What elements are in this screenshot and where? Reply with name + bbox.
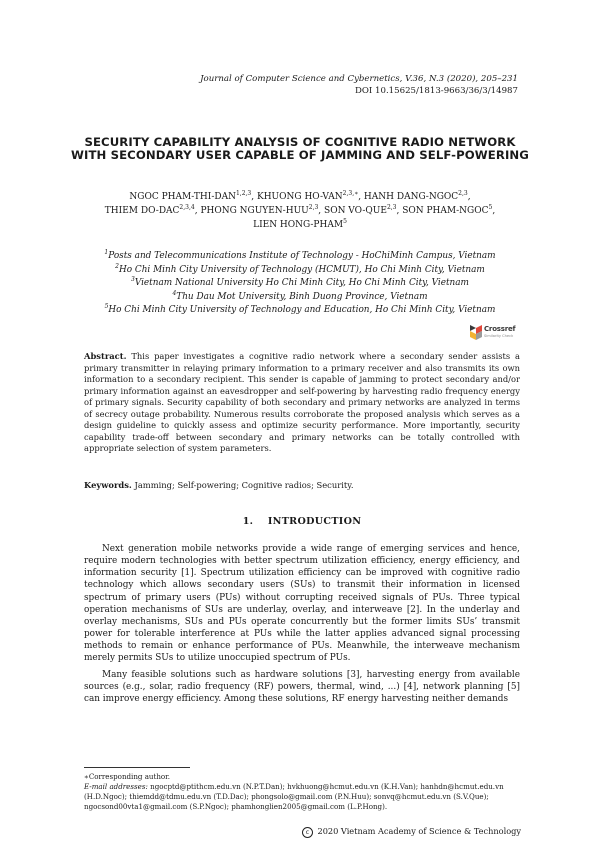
affiliation bbox=[70, 264, 530, 278]
author-affiliation-mark: 2,3,∗ bbox=[342, 190, 359, 197]
abstract-label: Abstract. bbox=[84, 351, 127, 361]
crossref-name: Crossref bbox=[484, 325, 516, 333]
author-affiliation-mark: 1,2,3 bbox=[235, 190, 252, 197]
affiliation-number: 4 bbox=[172, 289, 177, 297]
affiliation-number: 1 bbox=[104, 249, 109, 256]
affiliation-list bbox=[70, 250, 530, 318]
author-separator: , bbox=[251, 192, 257, 202]
author-affiliation-mark: 5 bbox=[343, 218, 347, 225]
author-separator: , bbox=[358, 192, 364, 202]
introduction-body bbox=[84, 543, 520, 705]
affiliation bbox=[70, 277, 530, 291]
author-name: THIEM DO-DAC bbox=[104, 206, 180, 216]
copyright-text: 2020 Vietnam Academy of Science & Technology bbox=[317, 826, 521, 836]
crossref-logo-icon bbox=[469, 323, 483, 341]
journal-citation: Journal of Computer Science and Cybernetics, V.36, N.3 (2020), 205–231 bbox=[200, 74, 518, 84]
author-affiliation-mark: 5 bbox=[488, 204, 493, 211]
paragraph: Many feasible solutions such as hardware solutions [3], harvesting energy from available sources (e.g., solar, radio frequency (RF) powers, thermal, wind, ...) [4], network planning [5] can improve energy efficiency. Among these solutions, RF energy harvesting neither demands bbox=[84, 669, 520, 704]
affiliation bbox=[70, 291, 530, 305]
crossref-subtitle: Similarity Check bbox=[484, 334, 514, 338]
affiliation-number: 3 bbox=[131, 276, 135, 284]
affiliation bbox=[70, 250, 530, 264]
footnotes bbox=[84, 772, 522, 812]
author-name: PHONG NGUYEN-HUU bbox=[200, 206, 309, 216]
author-name: KHUONG HO-VAN bbox=[256, 192, 343, 202]
author-name: SON PHAM-NGOC bbox=[402, 206, 489, 216]
affiliation-text: Ho Chi Minh City University of Technology and Education, Ho Chi Minh City, Vietnam bbox=[108, 305, 496, 316]
copyright-symbol: c bbox=[302, 827, 313, 838]
affiliation-text: Thu Dau Mot University, Binh Duong Province, Vietnam bbox=[176, 291, 428, 302]
abstract-text: This paper investigates a cognitive radio network where a secondary sender assists a primary transmitter in relaying primary information to a primary receiver and also transmits its own information to a secondary recipient. This sender is capable of jamming to protect secondary and/or primary information against an eavesdropper and self-powering by harvesting radio frequency energy of primary signals. Security capability of both secondary and primary networks are analyzed in terms of secrecy outage probability. Numerous results corroborate the proposed analysis which serves as a design guideline to quickly assess and optimize security performance. More importantly, security capability trade-off between secondary and primary networks can be totally controlled with appropriate selection of system parameters. bbox=[84, 351, 520, 453]
author-name: SON VO-QUE bbox=[324, 206, 387, 216]
corresponding-author-note: ∗Corresponding author. bbox=[84, 772, 171, 781]
email-label: E-mail addresses: bbox=[84, 782, 148, 791]
author-separator: , bbox=[194, 206, 201, 216]
affiliation-number: 2 bbox=[115, 262, 119, 270]
crossref-badge[interactable] bbox=[469, 323, 521, 345]
section-number: 1. bbox=[242, 516, 254, 527]
keywords bbox=[84, 480, 520, 492]
author-name: LIEN HONG-PHAM bbox=[253, 220, 344, 230]
affiliation-text: Ho Chi Minh City University of Technology (HCMUT), Ho Chi Minh City, Vietnam bbox=[119, 264, 485, 275]
author-affiliation-mark: 2,3,4 bbox=[179, 204, 195, 211]
keywords-label: Keywords. bbox=[84, 480, 132, 490]
paper-title: SECURITY CAPABILITY ANALYSIS OF COGNITIVE RADIO NETWORK WITH SECONDARY USER CAPABLE OF JAMMING AND SELF-POWERING bbox=[71, 135, 529, 162]
affiliation-number: 5 bbox=[104, 303, 109, 311]
author-name: NGOC PHAM-THI-DAN bbox=[129, 192, 236, 202]
author-separator: , bbox=[467, 192, 471, 202]
author-affiliation-mark: 2,3 bbox=[458, 190, 468, 197]
author-name: HANH DANG-NGOC bbox=[363, 192, 459, 202]
keywords-text: Jamming; Self-powering; Cognitive radios; Security. bbox=[134, 480, 354, 490]
abstract bbox=[84, 351, 520, 455]
copyright-line bbox=[302, 826, 521, 838]
author-separator: , bbox=[318, 206, 325, 216]
affiliation-text: Vietnam National University Ho Chi Minh City, Ho Chi Minh City, Vietnam bbox=[134, 278, 469, 289]
author-affiliation-mark: 2,3 bbox=[386, 204, 397, 211]
affiliation-text: Posts and Telecommunications Institute of Technology - HoChiMinh Campus, Vietnam bbox=[108, 251, 496, 261]
section-title-text: INTRODUCTION bbox=[267, 516, 362, 527]
author-separator: , bbox=[492, 206, 496, 216]
doi-line: DOI 10.15625/1813-9663/36/3/14987 bbox=[354, 86, 518, 96]
affiliation bbox=[70, 304, 530, 318]
author-list bbox=[70, 190, 530, 232]
section-heading bbox=[84, 516, 520, 527]
email-addresses bbox=[84, 782, 522, 812]
email-list: ngocptd@ptithcm.edu.vn (N.P.T.Dan); hvkhuong@hcmut.edu.vn (K.H.Van); hanhdn@hcmut.edu.vn (H.D.Ngoc); thiemdd@tdmu.edu.vn (T.D.Dac); phongsolo@gmail.com (P.N.Huu); sonvq@hcmut.edu.vn (S.V.Que); ngocsond00vta1@gmail.com (S.P.Ngoc); phamhonglien2005@gmail.com (L.P.Hong). bbox=[84, 782, 504, 811]
author-separator: , bbox=[396, 206, 403, 216]
paragraph: Next generation mobile networks provide a wide range of emerging services and hence, require modern technologies with better spectrum utilization efficiency, energy efficiency, and information security [1]. Spectrum utilization efficiency can be improved with cognitive radio technology which allows secondary users (SUs) to transmit their information in licensed spectrum of primary users (PUs) without corrupting received signals of PUs. Three typical operation mechanisms of SUs are underlay, overlay, and interweave [2]. In the underlay and overlay mechanisms, SUs and PUs operate concurrently but the former limits SUs’ transmit power for tolerable interference at PUs while the latter applies advanced signal processing methods to remain or enhance performance of PUs. Meanwhile, the interweave mechanism merely permits SUs to utilize unoccupied spectrum of PUs. bbox=[84, 544, 520, 664]
author-affiliation-mark: 2,3 bbox=[308, 204, 319, 211]
footnote-rule bbox=[84, 767, 190, 768]
